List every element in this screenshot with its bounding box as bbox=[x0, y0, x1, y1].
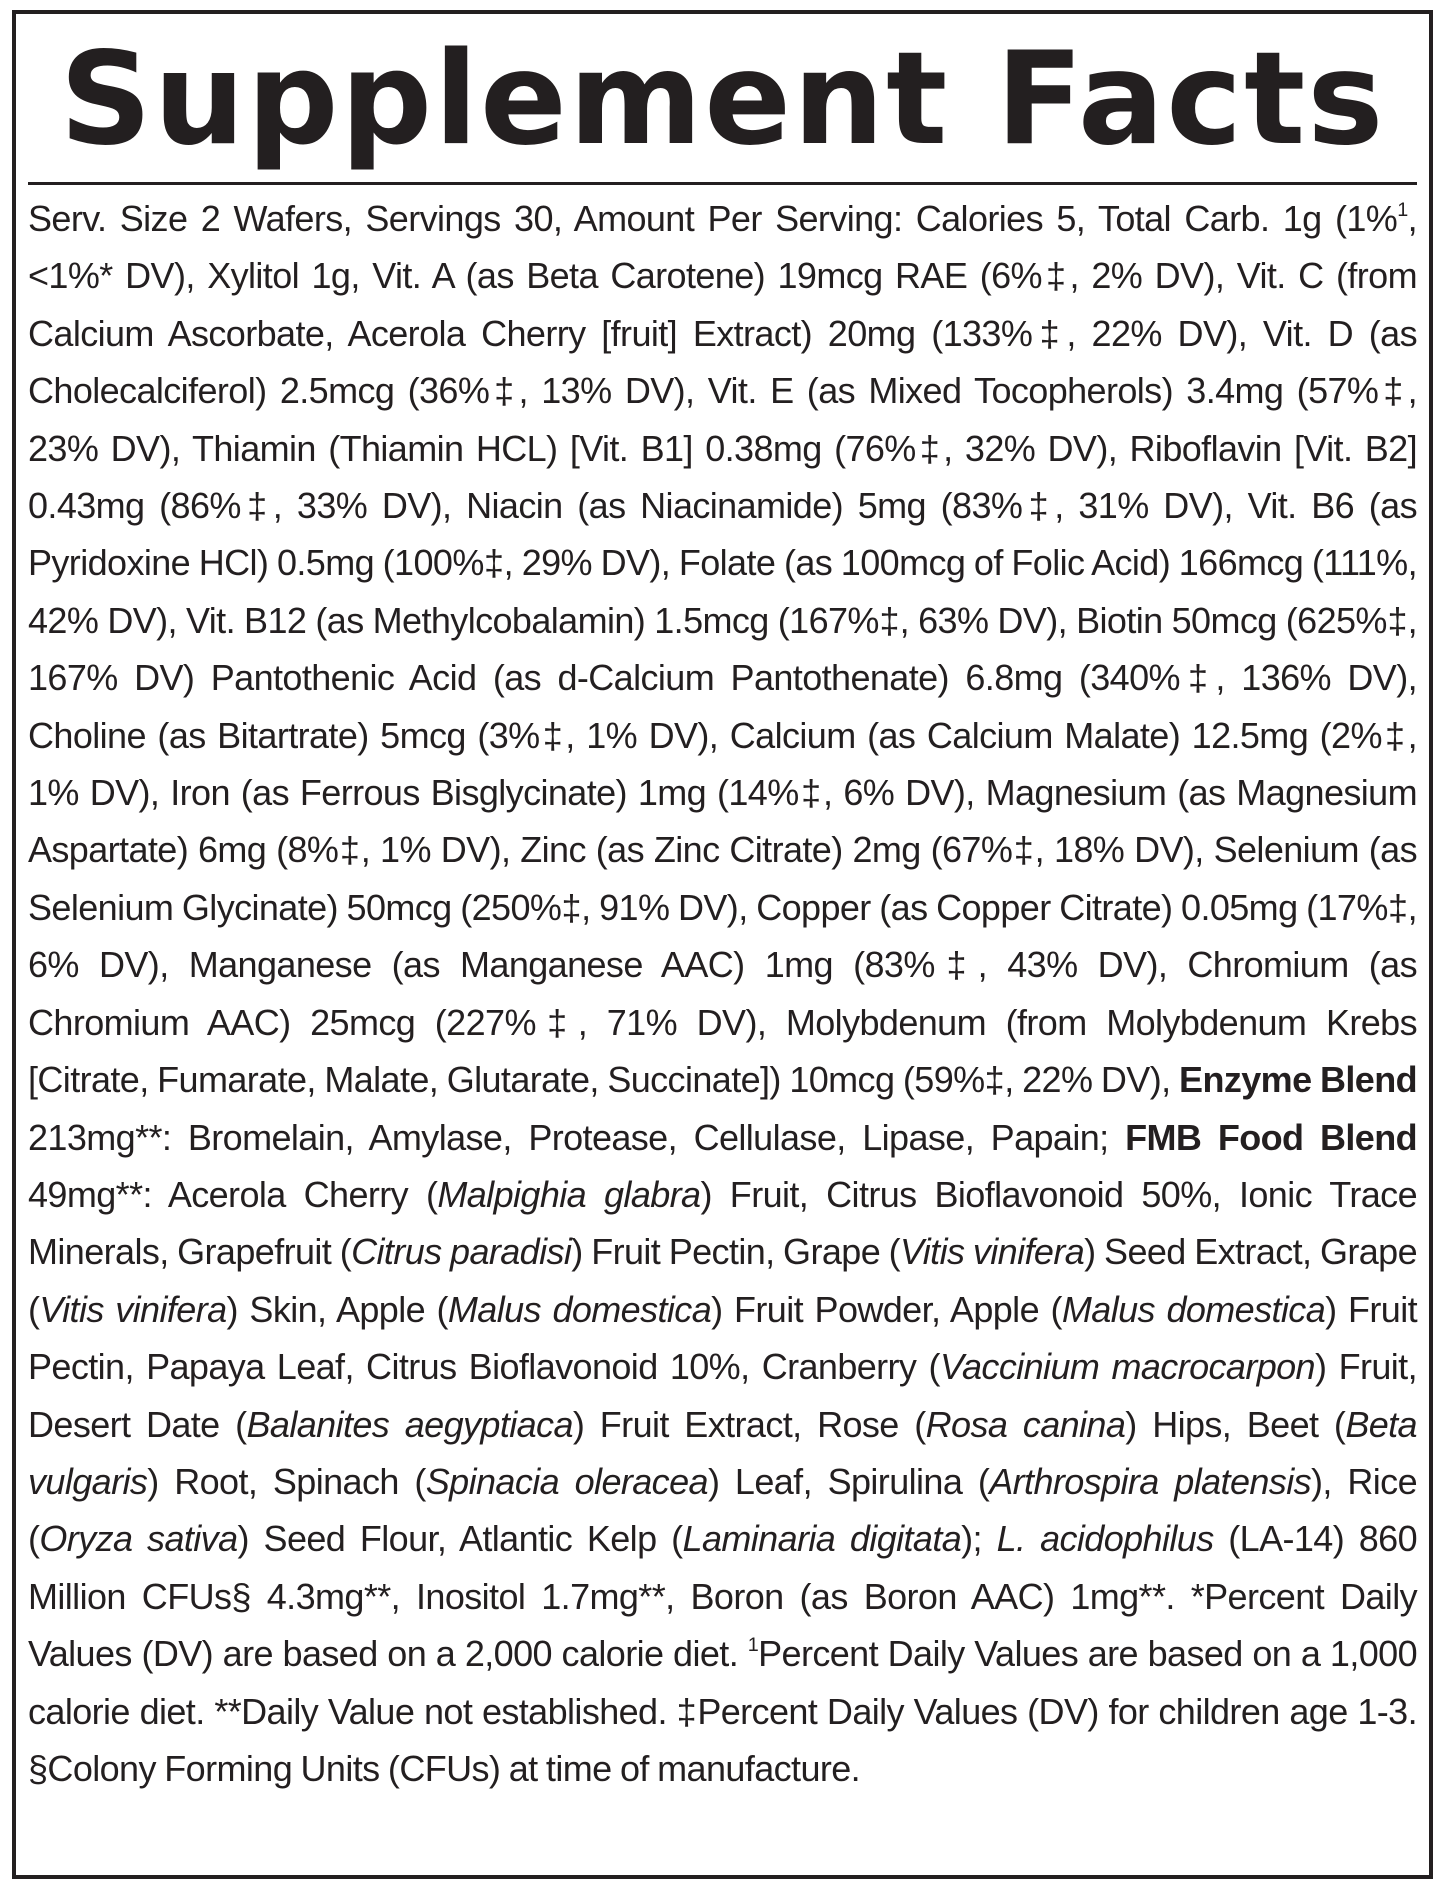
facts-text-run: ) Seed Flour, Atlantic Kelp ( bbox=[237, 1518, 683, 1560]
facts-text-run: (LA-14) 860 Million CFUs§ 4.3mg**, Inositol 1.7mg**, Boron (as Boron AAC) 1mg**. *Percent Daily Values (DV) are based on a 2,000 calorie diet. bbox=[28, 1518, 1418, 1675]
facts-text-run: ) Leaf, Spirulina ( bbox=[707, 1460, 990, 1502]
facts-text-run: Percent Daily Values are based on a 1,000 calorie diet. **Daily Value not established. ‡Percent Daily Values (DV) for children age 1-3. §Colony Forming Units (CFUs) at time of manufacture. bbox=[28, 1633, 1417, 1789]
botanical-name: Laminaria digitata bbox=[682, 1518, 962, 1560]
botanical-name: Citrus paradisi bbox=[351, 1231, 572, 1273]
botanical-name: Malpighia glabra bbox=[437, 1173, 701, 1215]
botanical-name: Rosa canina bbox=[925, 1403, 1126, 1445]
botanical-name: Balanites aegyptiaca bbox=[246, 1403, 573, 1445]
botanical-name: Beta vulgaris bbox=[28, 1403, 1417, 1502]
botanical-name: L. acidophilus bbox=[996, 1518, 1214, 1560]
panel-title: Supplement Facts bbox=[59, 25, 1386, 174]
facts-text-run: Serv. Size 2 Wafers, Servings 30, Amount Per Serving: Calories 5, Total Carb. 1g (1% bbox=[28, 198, 1398, 239]
botanical-name: Oryza sativa bbox=[39, 1518, 238, 1560]
facts-text-run: ) Seed Extract, Grape ( bbox=[28, 1231, 1418, 1330]
facts-text-run: ); bbox=[961, 1518, 997, 1560]
facts-text-run: ) Skin, Apple ( bbox=[226, 1288, 448, 1330]
botanical-name: Arthrospira platensis bbox=[989, 1460, 1311, 1502]
facts-paragraph bbox=[28, 190, 1417, 1797]
blend-heading: FMB Food Blend bbox=[1125, 1116, 1417, 1158]
footnote-marker: 1 bbox=[747, 1634, 759, 1657]
facts-text-run: ) Fruit Powder, Apple ( bbox=[711, 1288, 1062, 1330]
facts-text-run: ) Fruit, Desert Date ( bbox=[28, 1346, 1417, 1445]
facts-text-run: ) Fruit Pectin, Grape ( bbox=[571, 1231, 901, 1273]
facts-text-run: ) Fruit, Citrus Bioflavonoid 50%, Ionic Trace Minerals, Grapefruit ( bbox=[28, 1173, 1417, 1273]
facts-text-run: ), Rice ( bbox=[28, 1460, 1417, 1560]
footnote-marker: 1 bbox=[1397, 199, 1408, 222]
blend-heading: Enzyme Blend bbox=[1179, 1059, 1418, 1101]
botanical-name: Spinacia oleracea bbox=[425, 1460, 708, 1502]
supplement-facts-panel bbox=[12, 10, 1433, 1879]
facts-text-run: 213mg**: Bromelain, Amylase, Protease, Cellulase, Lipase, Papain; bbox=[28, 1116, 1126, 1158]
botanical-name: Vaccinium macrocarpon bbox=[939, 1346, 1315, 1388]
facts-text-run: ) Hips, Beet ( bbox=[1125, 1403, 1346, 1445]
facts-text-run: , <1%* DV), Xylitol 1g, Vit. A (as Beta Carotene) 19mcg RAE (6%‡, 2% DV), Vit. C (from Calcium Ascorbate, Acerola Cherry [fruit] Extract) 20mg (133%‡, 22% DV), Vit. D (as Cholecalciferol) 2.5mcg (36%‡, 13% DV), Vit. E (as Mixed Tocopherols) 3.4mg (57%‡, 23% DV), Thiamin (Thiamin HCL) [Vit. B1] 0.38mg (76%‡, 32% DV), Riboflavin [Vit. B2] 0.43mg (86%‡, 33% DV), Niacin (as Niacinamide) 5mg (83%‡, 31% DV), Vit. B6 (as Pyridoxine HCl) 0.5mg (100%‡, 29% DV), Folate (as 100mcg of Folic Acid) 166mcg (111%, 42% DV), Vit. B12 (as Methylcobalamin) 1.5mcg (167%‡, 63% DV), Biotin 50mcg (625%‡, 167% DV) Pantothenic Acid (as d-Calcium Pantothenate) 6.8mg (340%‡, 136% DV), Choline (as Bitartrate) 5mcg (3%‡, 1% DV), Calcium (as Calcium Malate) 12.5mg (2%‡, 1% DV), Iron (as Ferrous Bisglycinate) 1mg (14%‡, 6% DV), Magnesium (as Magnesium Aspartate) 6mg (8%‡, 1% DV), Zinc (as Zinc Citrate) 2mg (67%‡, 18% DV), Selenium (as Selenium Glycinate) 50mcg (250%‡, 91% DV), Copper (as Copper Citrate) 0.05mg (17%‡, 6% DV), Manganese (as Manganese AAC) 1mg (83%‡, 43% DV), Chromium (as Chromium AAC) 25mcg (227%‡, 71% DV), Molybdenum (from Molybdenum Krebs [Citrate, Fumarate, Malate, Glutarate, Succinate]) 10mcg (59%‡, 22% DV), bbox=[28, 198, 1417, 1101]
title-divider bbox=[28, 182, 1417, 185]
facts-text-run: 49mg**: Acerola Cherry ( bbox=[28, 1173, 438, 1215]
facts-text-run: ) Root, Spinach ( bbox=[147, 1460, 426, 1502]
botanical-name: Vitis vinifera bbox=[900, 1231, 1085, 1273]
botanical-name: Malus domestica bbox=[1061, 1288, 1326, 1330]
botanical-name: Malus domestica bbox=[447, 1288, 712, 1330]
botanical-name: Vitis vinifera bbox=[39, 1288, 227, 1330]
facts-text-run: ) Fruit Extract, Rose ( bbox=[572, 1403, 926, 1445]
facts-text-run: ) Fruit Pectin, Papaya Leaf, Citrus Bioflavonoid 10%, Cranberry ( bbox=[28, 1288, 1418, 1388]
